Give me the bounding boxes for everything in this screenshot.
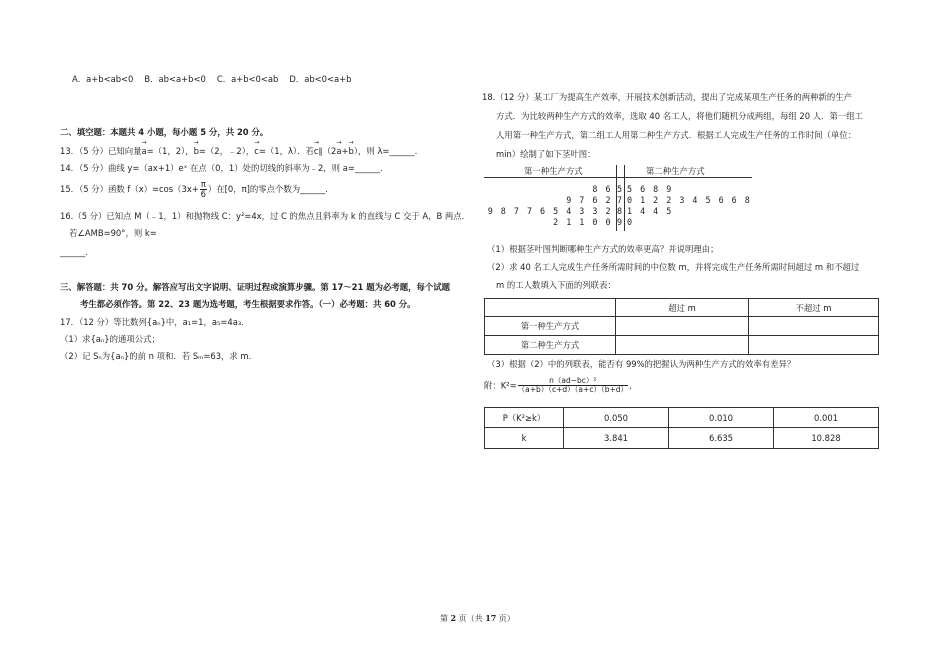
table-row	[485, 336, 879, 355]
question-16-line2: 若∠AMB=90°，则 k=	[69, 228, 157, 238]
leaf-left-row-8: 9 8 7 7 6 5 4 3 3 2	[487, 206, 612, 216]
leaf-right-row-8: 1 4 4 5	[627, 206, 673, 216]
table-cell[interactable]	[749, 336, 879, 355]
vector-b: → b	[349, 143, 354, 156]
table-header-cell	[485, 299, 616, 317]
table-cell[interactable]	[749, 317, 879, 336]
table-cell: P（K²≥k）	[485, 408, 564, 428]
vector-a: → a	[141, 143, 146, 156]
leaf-right-row-5: 5 6 8 9	[627, 184, 673, 194]
stem-9: 9	[617, 217, 624, 227]
leaf-left-row-5: 8 6	[592, 184, 612, 194]
section3-title-line1: 三、解答题：共 70 分。解答应写出文字说明、证明过程或演算步骤。第 17～21 题为必考题，每个试题	[60, 282, 450, 292]
question-18-part1: （1）根据茎叶图判断哪种生产方式的效率更高？并说明理由；	[487, 244, 719, 254]
stem-leaf-header-rule	[484, 177, 752, 178]
answer-blank[interactable]: ______	[300, 184, 326, 195]
question-18-line4: min）绘制了如下茎叶图：	[496, 149, 596, 159]
table-header-cell: 不超过 m	[749, 299, 879, 317]
table-cell: 第二种生产方式	[485, 336, 616, 355]
question-15: 15．（5 分）函数 f（x）=cos（3x+ $\frac{\pi}{6}$ ）在[0，π]的零点个数为______.	[60, 179, 328, 200]
leaf-left-row-9: 2 1 1 0 0	[553, 217, 612, 227]
table-cell: 第一种生产方式	[485, 317, 616, 336]
stem-7: 7	[617, 195, 624, 205]
page-footer: 第 2 页（共 17 页）	[440, 613, 515, 623]
question-16-line1: 16.（5 分）已知点 M（﹣1，1）和抛物线 C：y²=4x，过 C 的焦点且斜率为 k 的直线与 C 交于 A，B 两点．	[60, 211, 471, 221]
vector-c: → c	[314, 143, 319, 156]
question-16-answer: ______.	[60, 247, 88, 257]
contingency-table	[484, 298, 879, 355]
table-cell: k	[485, 428, 564, 449]
table-cell: 0.010	[669, 408, 774, 428]
question-17-part1: （1）求{aₙ}的通项公式；	[60, 334, 160, 344]
page-number: 2	[450, 613, 457, 623]
stem-leaf-plot	[484, 165, 752, 231]
stem-header-first: 第一种生产方式	[524, 166, 583, 176]
page-total: 17	[485, 613, 497, 623]
question-18-part3: （3）根据（2）中的列联表，能否有 99%的把握认为两种生产方式的效率有差异？	[487, 359, 796, 369]
fraction-pi-over-6: $\frac{\pi}{6}$	[200, 179, 206, 200]
stem-divider-right	[624, 165, 625, 231]
table-cell: 0.001	[774, 408, 879, 428]
table-cell: 0.050	[564, 408, 669, 428]
critical-value-table	[484, 407, 879, 449]
leaf-right-row-9: 0	[627, 217, 634, 227]
question-18-part2-line1: （2）求 40 名工人完成生产任务所需时间的中位数 m，并将完成生产任务所需时间超过 m 和不超过	[487, 262, 860, 272]
question-17: 17．（12 分）等比数列{aₙ}中，a₁=1，a₅=4a₃．	[60, 317, 250, 327]
question-17-part2: （2）记 Sₙ为{aₙ}的前 n 项和．若 Sₘ=63，求 m．	[60, 351, 257, 361]
leaf-left-row-7: 9 7 6 2	[566, 195, 612, 205]
table-row	[485, 428, 879, 449]
answer-blank[interactable]: ______	[60, 247, 86, 257]
vector-a: → a	[336, 143, 341, 156]
vector-c: → c	[254, 143, 259, 156]
answer-blank[interactable]: ______	[354, 163, 380, 173]
question-13: 13．（5 分）已知向量→ a=（1，2），→ b=（2，﹣2），→ c=（1，λ）．若→ c∥（2→ a+→ b），则 λ=______.	[60, 143, 417, 156]
table-row	[485, 408, 879, 428]
table-cell[interactable]	[616, 336, 749, 355]
stem-header-second: 第二种生产方式	[646, 166, 705, 176]
question-18-line1: 18.（12 分）某工厂为提高生产效率，开展技术创新活动，提出了完成某项生产任务的两种新的生产	[482, 92, 853, 102]
question-18-part2-line2: m 的工人数填入下面的列联表：	[496, 280, 616, 290]
question-18-line2: 方式．为比较两种生产方式的效率，选取 40 名工人，将他们随机分成两组，每组 20 人．第一组工	[496, 111, 863, 121]
table-cell: 3.841	[564, 428, 669, 449]
formula-fraction: $\frac{\text{n（ad−bc）²}}{(a+b)(c+d)(a+c)(b+d)}$	[517, 376, 628, 395]
table-header-cell: 超过 m	[616, 299, 749, 317]
table-cell: 10.828	[774, 428, 879, 449]
table-row	[485, 317, 879, 336]
stem-5: 5	[617, 184, 624, 194]
question-14: 14．（5 分）曲线 y=（ax+1）eˣ 在点（0，1）处的切线的斜率为﹣2，则 a=______.	[60, 163, 383, 173]
vector-b: → b	[194, 143, 199, 156]
formula: 附：K²= $\frac{\text{n（ad−bc）²}}{(a+b)(c+d)(a+c)(b+d)}$ ,	[484, 376, 632, 395]
question-18-line3: 人用第一种生产方式，第二组工人用第二种生产方式．根据工人完成生产任务的工作时间（单位：	[496, 130, 857, 140]
section3-title-line2: 考生都必须作答。第 22、23 题为选考题，考生根据要求作答。（一）必考题：共 60 分。	[80, 299, 416, 309]
table-cell: 6.635	[669, 428, 774, 449]
leaf-right-row-7: 0 1 2 2 3 4 5 6 6 8	[627, 195, 752, 205]
choice-options: A．a+b<ab<0 B．ab<a+b<0 C．a+b<0<ab D．ab<0<a+b	[72, 74, 352, 84]
stem-8: 8	[617, 206, 624, 216]
table-cell[interactable]	[616, 317, 749, 336]
answer-blank[interactable]: ______	[389, 146, 415, 156]
section2-title: 二、填空题：本题共 4 小题，每小题 5 分，共 20 分。	[60, 127, 269, 137]
